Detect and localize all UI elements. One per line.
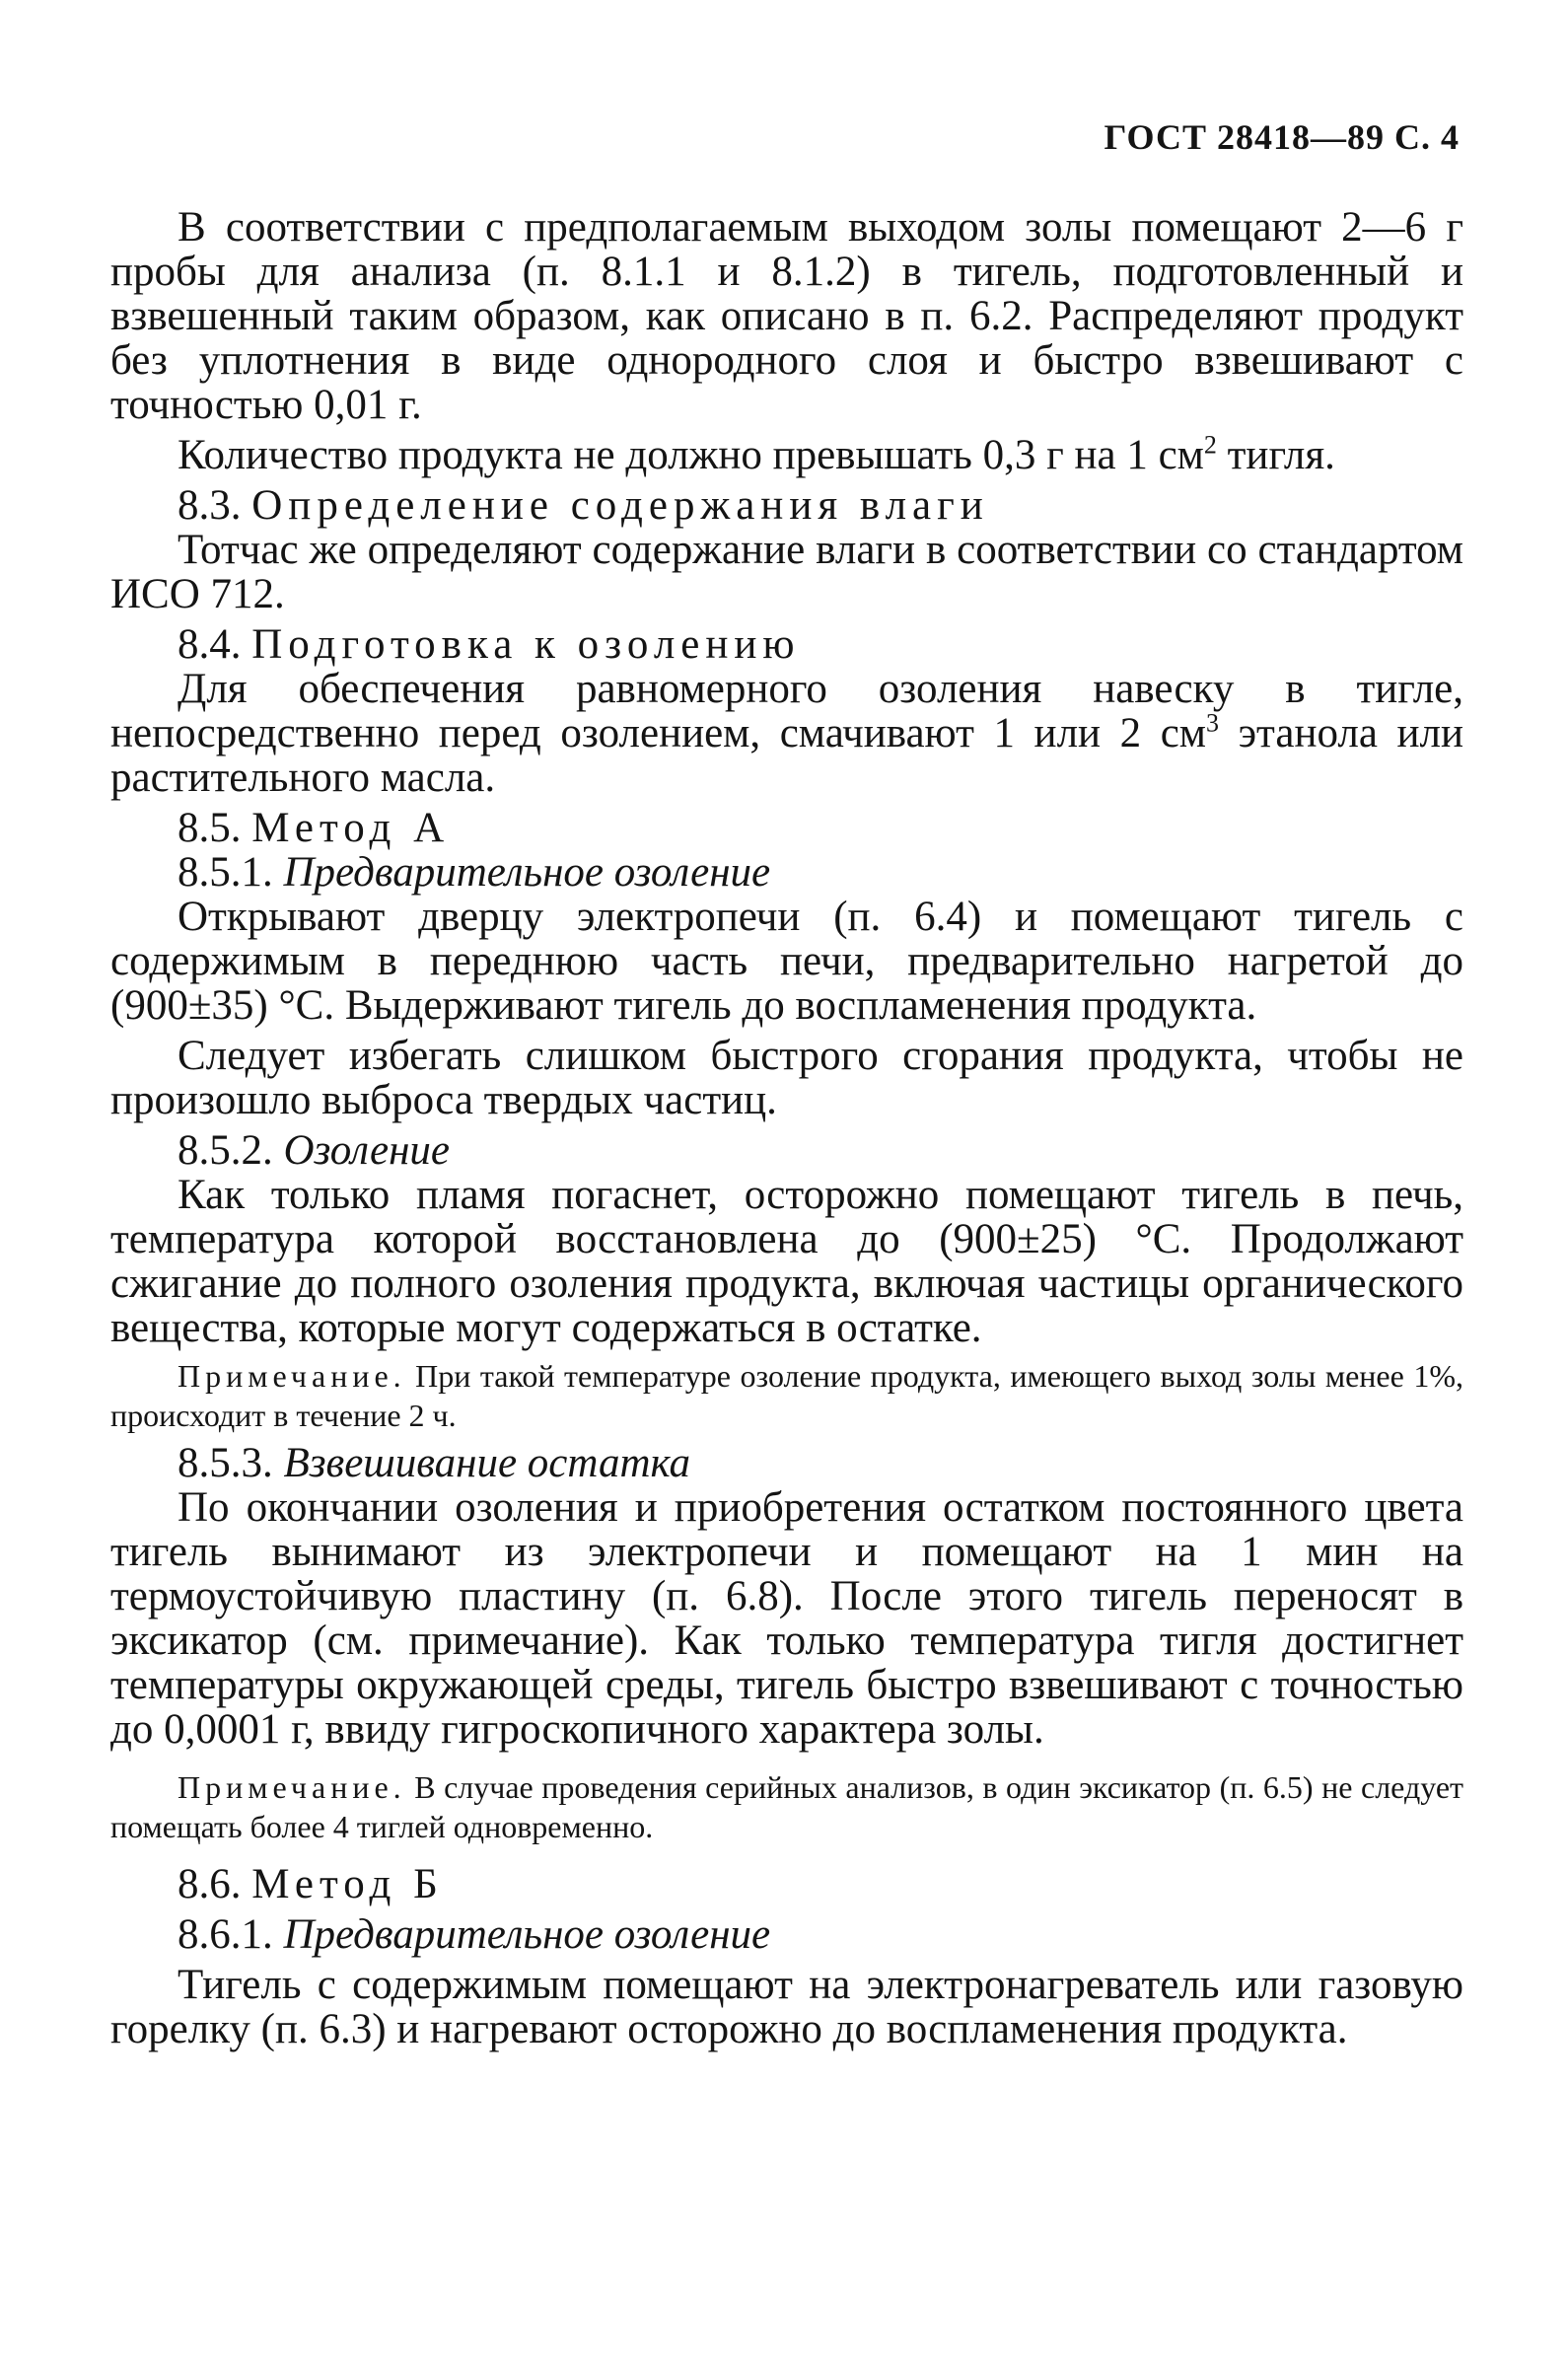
- section-heading-8-4: 8.4. Подготовка к озолению: [178, 621, 801, 668]
- paragraph-residue-weighing: По окончании озоления и приобретения остатком постоянного цвета тигель вынимают из электропечи и помещают на 1 мин на термоустойчивую пластину (п. 6.8). После этого тигель переносят в эксикатор (см. примечание). Как только температура тигля достигнет температуры окружающей среды, тигель быстро взвешивают с точностью до 0,0001 г, ввиду гигроскопичного характера золы.: [110, 1484, 1463, 1753]
- paragraph-furnace-door: Открывают дверцу электропечи (п. 6.4) и помещают тигель с содержимым в переднюю часть печи, предварительно нагретой до (900±35) °С. Выдерживают тигель до воспламенения продукта.: [110, 894, 1463, 1029]
- note-desiccator: Примечание. В случае проведения серийных анализов, в один эксикатор (п. 6.5) не следует помещать более 4 тиглей одновременно.: [110, 1769, 1463, 1844]
- section-heading-8-5-1: 8.5.1. Предварительное озоление: [178, 849, 771, 896]
- paragraph-sample-quantity: Количество продукта не должно превышать 0,3 г на 1 $см^2$ тигля.: [178, 430, 1335, 478]
- section-heading-8-6-1: 8.6.1. Предварительное озоление: [178, 1911, 771, 1958]
- paragraph-sample-placement: В соответствии с предполагаемым выходом золы помещают 2—6 г пробы для анализа (п. 8.1.1 и 8.1.2) в тигель, подготовленный и взвешенный таким образом, как описано в п. 6.2. Распределяют продукт без уплотнения в виде однородного слоя и быстро взвешивают с точностью 0,01 г.: [110, 204, 1463, 428]
- paragraph-combustion-warning: Следует избегать слишком быстрого сгорания продукта, чтобы не произошло выброса твердых частиц.: [110, 1033, 1463, 1123]
- section-heading-8-5-2: 8.5.2. Озоление: [178, 1127, 451, 1174]
- note-ashing-time: Примечание. При такой температуре озоление продукта, имеющего выход золы менее 1%, происходит в течение 2 ч.: [110, 1358, 1463, 1433]
- section-heading-8-3: 8.3. Определение содержания влаги: [178, 482, 989, 529]
- paragraph-ashing: Как только пламя погаснет, осторожно помещают тигель в печь, температура которой восстановлена до (900±25) °С. Продолжают сжигание до полного озоления продукта, включая частицы органического вещества, которые могут содержаться в остатке.: [110, 1172, 1463, 1351]
- paragraph-ashing-preparation: Для обеспечения равномерного озоления навеску в тигле, непосредственно перед озолением, смачивают 1 или 2 $см^3$ этанола или растительного масла.: [110, 666, 1463, 801]
- paragraph-moisture: Тотчас же определяют содержание влаги в соответствии со стандартом ИСО 712.: [110, 527, 1463, 617]
- section-heading-8-5-3: 8.5.3. Взвешивание остатка: [178, 1440, 691, 1486]
- document-body: [110, 205, 1463, 2051]
- section-heading-8-5: 8.5. Метод А: [178, 805, 451, 851]
- section-heading-8-6: 8.6. Метод Б: [178, 1861, 444, 1907]
- paragraph-method-b-preashing: Тигель с содержимым помещают на электронагреватель или газовую горелку (п. 6.3) и нагревают осторожно до воспламенения продукта.: [110, 1962, 1463, 2052]
- page-header: ГОСТ 28418—89 С. 4: [1104, 117, 1460, 157]
